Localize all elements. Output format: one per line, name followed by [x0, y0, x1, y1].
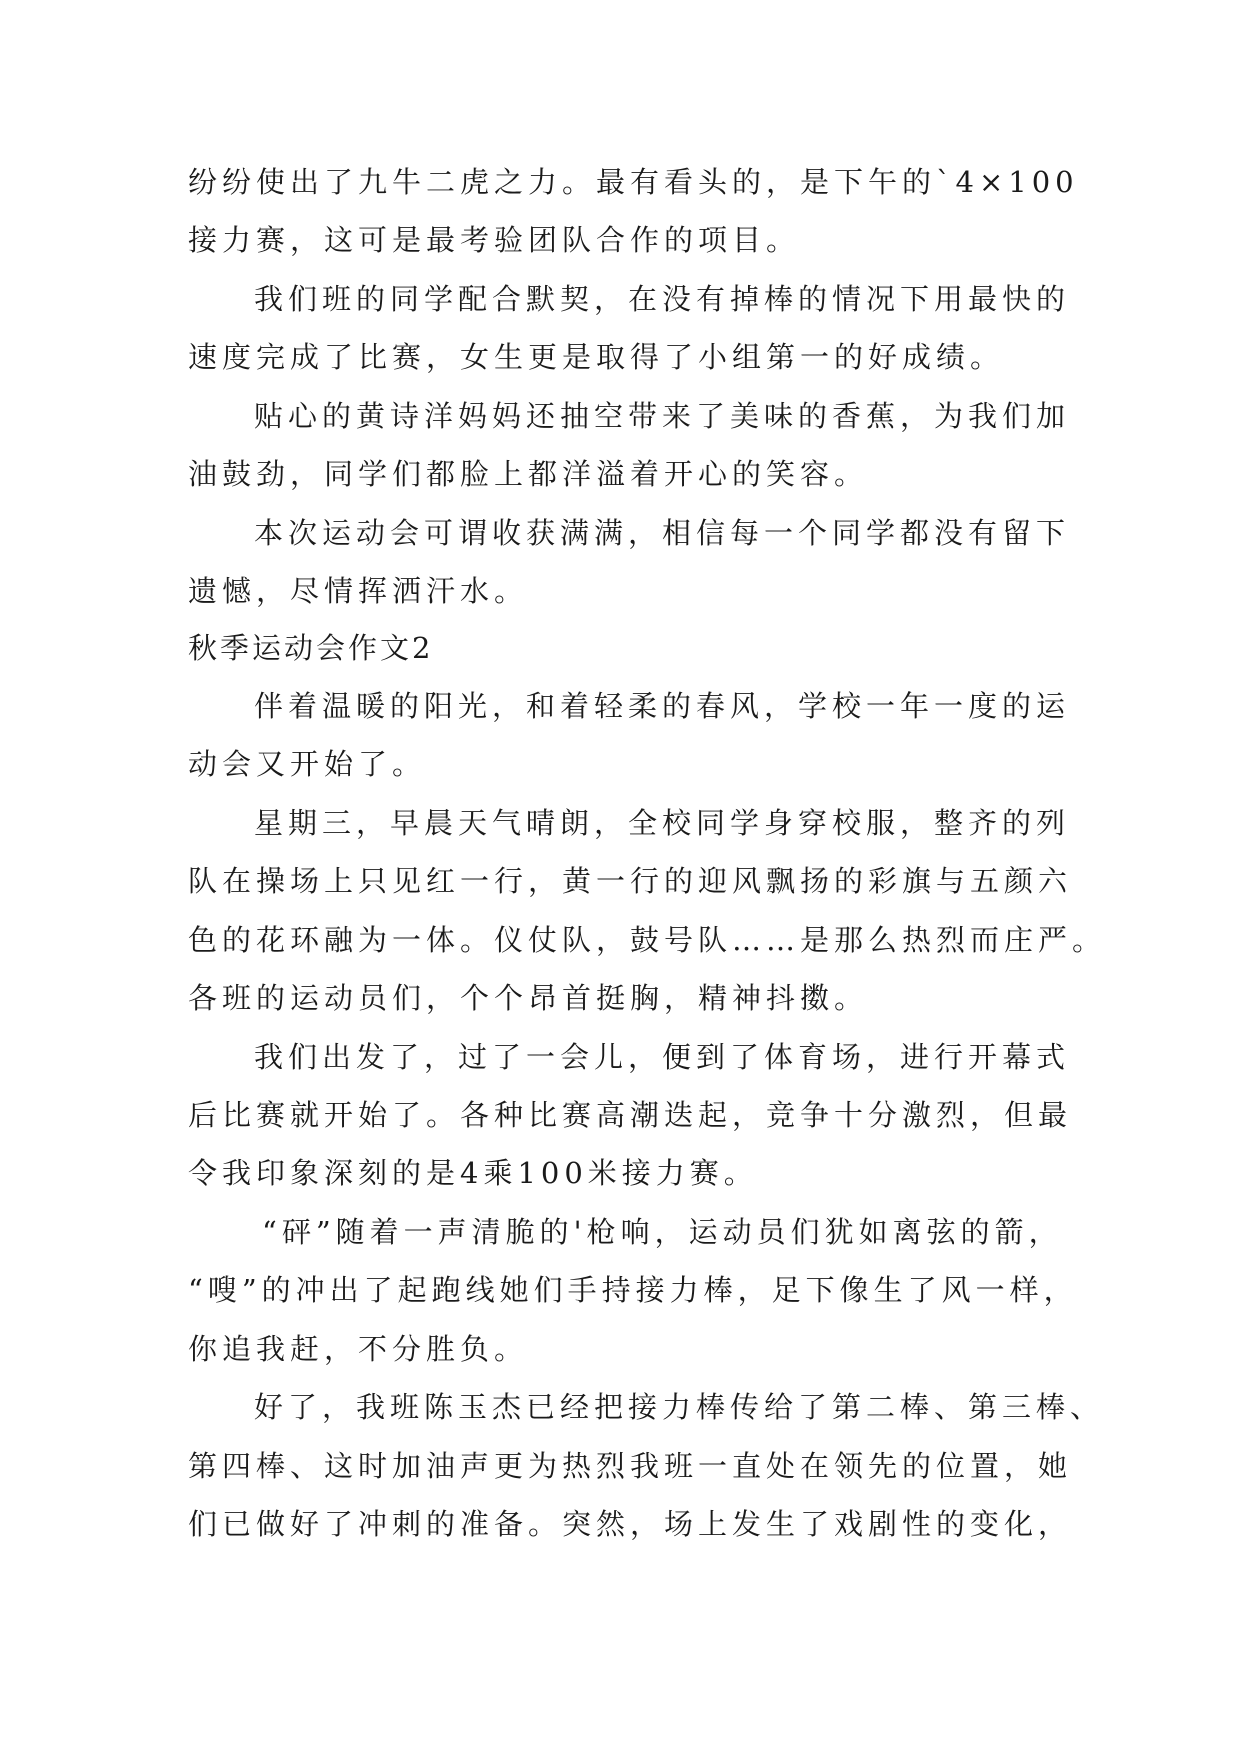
- text-line: 后比赛就开始了。各种比赛高潮迭起，竞争十分激烈，但最: [188, 1098, 1073, 1132]
- text-line: 遗憾，尽情挥洒汗水。: [188, 574, 529, 608]
- text-line: 第四棒、这时加油声更为热烈我班一直处在领先的位置，她: [188, 1449, 1073, 1483]
- paragraph-start: 伴着温暖的阳光，和着轻柔的春风，学校一年一度的运: [254, 689, 1071, 723]
- paragraph-start: 本次运动会可谓收获满满，相信每一个同学都没有留下: [254, 516, 1071, 550]
- paragraph-start: “砰”随着一声清脆的'枪响，运动员们犹如离弦的箭，: [262, 1215, 1063, 1249]
- text-line: 你追我赶，不分胜负。: [188, 1332, 529, 1366]
- text-line: “嗖”的冲出了起跑线她们手持接力棒，足下像生了风一样，: [188, 1273, 1078, 1307]
- paragraph-start: 我们出发了，过了一会儿，便到了体育场，进行开幕式: [254, 1040, 1071, 1074]
- text-line: 纷纷使出了九牛二虎之力。最有看头的，是下午的`4×100: [188, 165, 1079, 199]
- paragraph-start: 星期三，早晨天气晴朗，全校同学身穿校服，整齐的列: [254, 806, 1071, 840]
- paragraph-start: 好了，我班陈玉杰已经把接力棒传给了第二棒、第三棒、: [254, 1390, 1105, 1424]
- text-line: 令我印象深刻的是4乘100米接力赛。: [188, 1156, 758, 1190]
- paragraph-start: 贴心的黄诗洋妈妈还抽空带来了美味的香蕉，为我们加: [254, 399, 1071, 433]
- text-line: 接力赛，这可是最考验团队合作的项目。: [188, 223, 801, 257]
- text-line: 油鼓劲，同学们都脸上都洋溢着开心的笑容。: [188, 457, 869, 491]
- paragraph-start: 我们班的同学配合默契，在没有掉棒的情况下用最快的: [254, 282, 1071, 316]
- text-line: 队在操场上只见红一行，黄一行的迎风飘扬的彩旗与五颜六: [188, 864, 1073, 898]
- text-line: 动会又开始了。: [188, 747, 427, 781]
- text-line: 速度完成了比赛，女生更是取得了小组第一的好成绩。: [188, 340, 1005, 374]
- text-line: 色的花环融为一体。仪仗队，鼓号队……是那么热烈而庄严。: [188, 923, 1107, 957]
- text-line: 各班的运动员们，个个昂首挺胸，精神抖擞。: [188, 981, 869, 1015]
- text-line: 们已做好了冲刺的准备。突然，场上发生了戏剧性的变化，: [188, 1507, 1073, 1541]
- section-heading: 秋季运动会作文2: [188, 631, 434, 665]
